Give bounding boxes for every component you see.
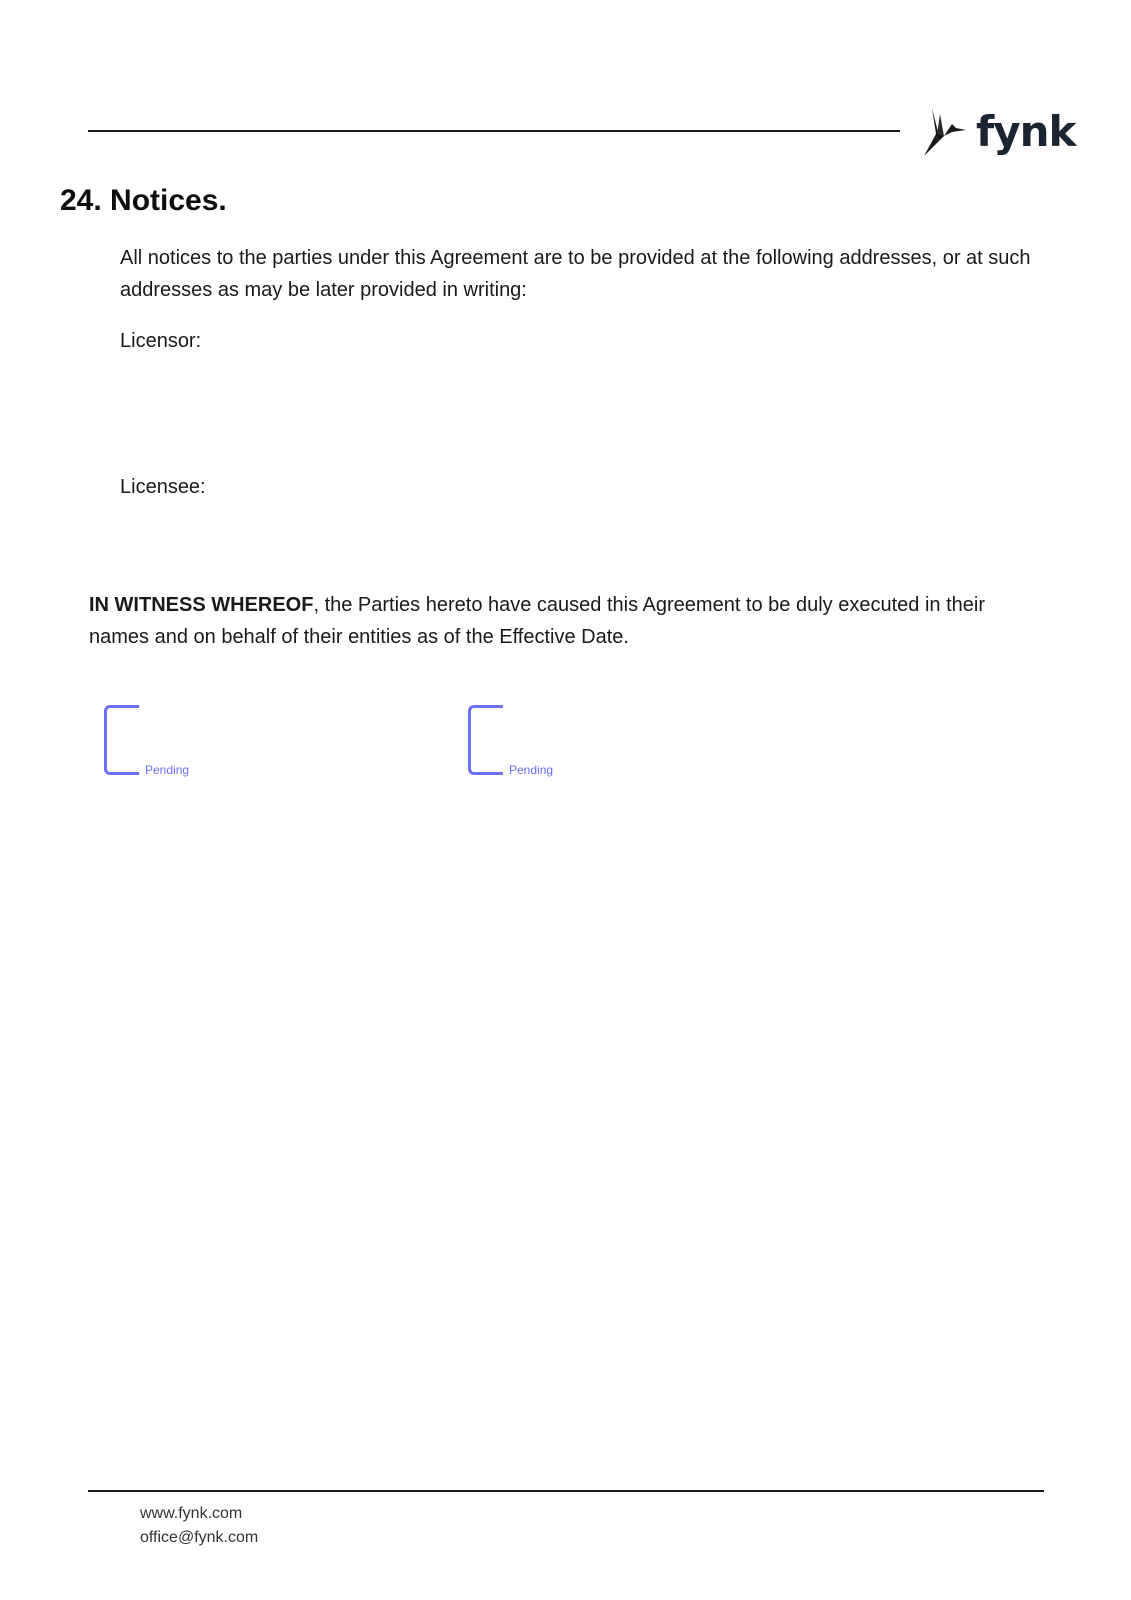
signature-bracket-icon [104, 705, 139, 775]
logo-wordmark: fynk [976, 107, 1076, 156]
footer-divider [88, 1490, 1044, 1492]
signature-status: Pending [145, 763, 190, 777]
licensee-label: Licensee: [120, 476, 206, 498]
header-divider [88, 130, 900, 132]
signature-field-licensee[interactable] [468, 705, 588, 785]
fynk-logo [922, 106, 1075, 158]
witness-text: , the Parties hereto have caused this Agreement to be duly executed in their names and on behalf of their entities as of the Effective Date. [89, 594, 985, 648]
signature-status: Pending [509, 763, 554, 777]
notices-intro: All notices to the parties under this Agreement are to be provided at the following addresses, or at such addresses as may be later provided in writing: [120, 247, 1031, 301]
witness-clause [89, 589, 1049, 653]
signature-field-licensor[interactable] [104, 705, 224, 785]
licensor-label: Licensor: [120, 330, 202, 352]
footer-email[interactable]: office@fynk.com [140, 1529, 259, 1546]
signature-bracket-icon [468, 705, 503, 775]
witness-lead: IN WITNESS WHEREOF [89, 594, 314, 616]
section-title: 24. Notices. [60, 184, 227, 217]
bird-logo-icon [922, 106, 968, 158]
footer-website[interactable]: www.fynk.com [140, 1505, 243, 1522]
